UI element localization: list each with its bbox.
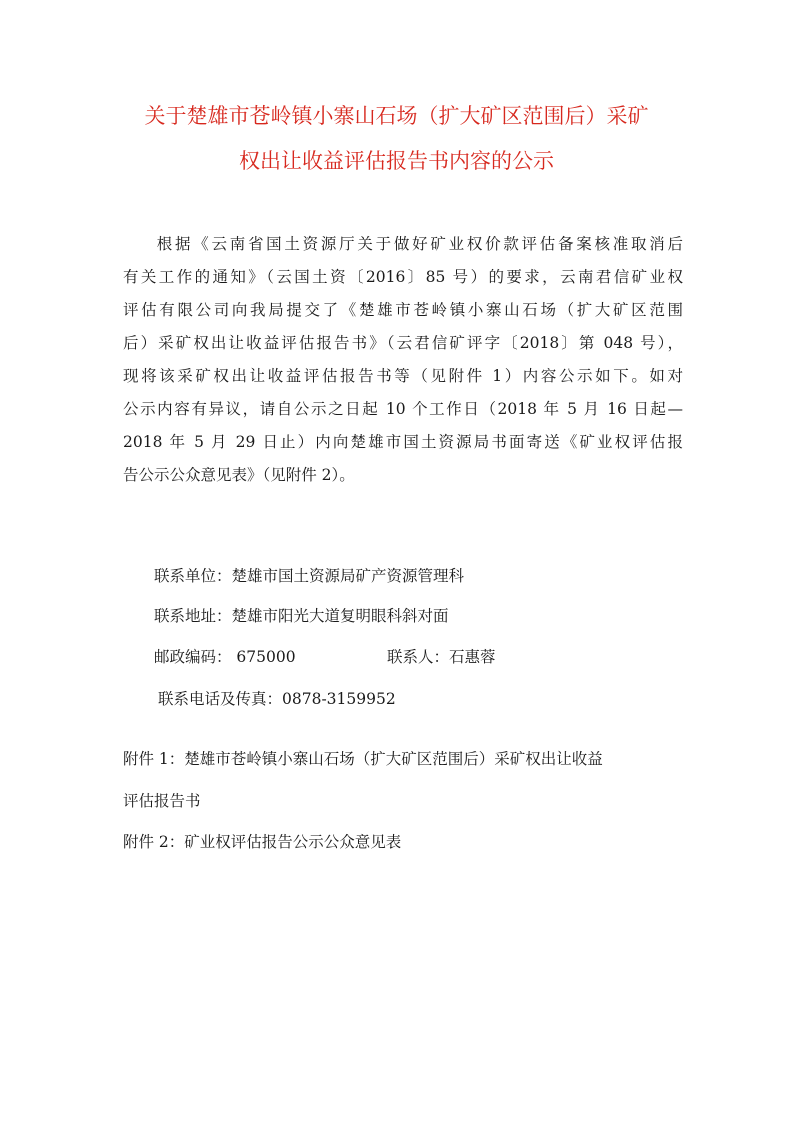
contact-person: 联系人：石惠蓉	[387, 648, 496, 666]
document-title-line-1: 关于楚雄市苍岭镇小寨山石场（扩大矿区范围后）采矿	[144, 104, 649, 128]
body-line: 评估有限公司向我局提交了《楚雄市苍岭镇小寨山石场（扩大矿区范围	[123, 301, 683, 319]
contact-postcode: 邮政编码： 675000	[154, 648, 296, 666]
attachment-2: 附件 2：矿业权评估报告公示公众意见表	[123, 833, 402, 851]
body-line: 现将该采矿权出让收益评估报告书等（见附件 1）内容公示如下。如对	[123, 367, 683, 385]
contact-unit: 联系单位：楚雄市国土资源局矿产资源管理科	[154, 567, 465, 585]
body-line: 有关工作的通知》（云国土资〔2016〕85 号）的要求，云南君信矿业权	[123, 268, 683, 286]
attachment-1-line-2: 评估报告书	[123, 792, 201, 810]
body-line: 2018 年 5 月 29 日止）内向楚雄市国土资源局书面寄送《矿业权评估报	[123, 433, 683, 451]
contact-address: 联系地址：楚雄市阳光大道复明眼科斜对面	[154, 607, 449, 625]
attachment-1-line-1: 附件 1：楚雄市苍岭镇小寨山石场（扩大矿区范围后）采矿权出让收益	[123, 750, 603, 768]
body-line: 公示内容有异议，请自公示之日起 10 个工作日（2018 年 5 月 16 日起—	[123, 400, 683, 418]
body-line: 告公示公众意见表》（见附件 2）。	[123, 466, 355, 484]
body-line: 后）采矿权出让收益评估报告书》（云君信矿评字〔2018〕第 048 号），	[123, 334, 683, 352]
contact-phone-fax: 联系电话及传真：0878-3159952	[158, 690, 396, 708]
document-title-line-2: 权出让收益评估报告书内容的公示	[239, 149, 554, 173]
body-line: 根据《云南省国土资源厅关于做好矿业权价款评估备案核准取消后	[154, 235, 683, 253]
notice-body-paragraph	[123, 228, 683, 492]
